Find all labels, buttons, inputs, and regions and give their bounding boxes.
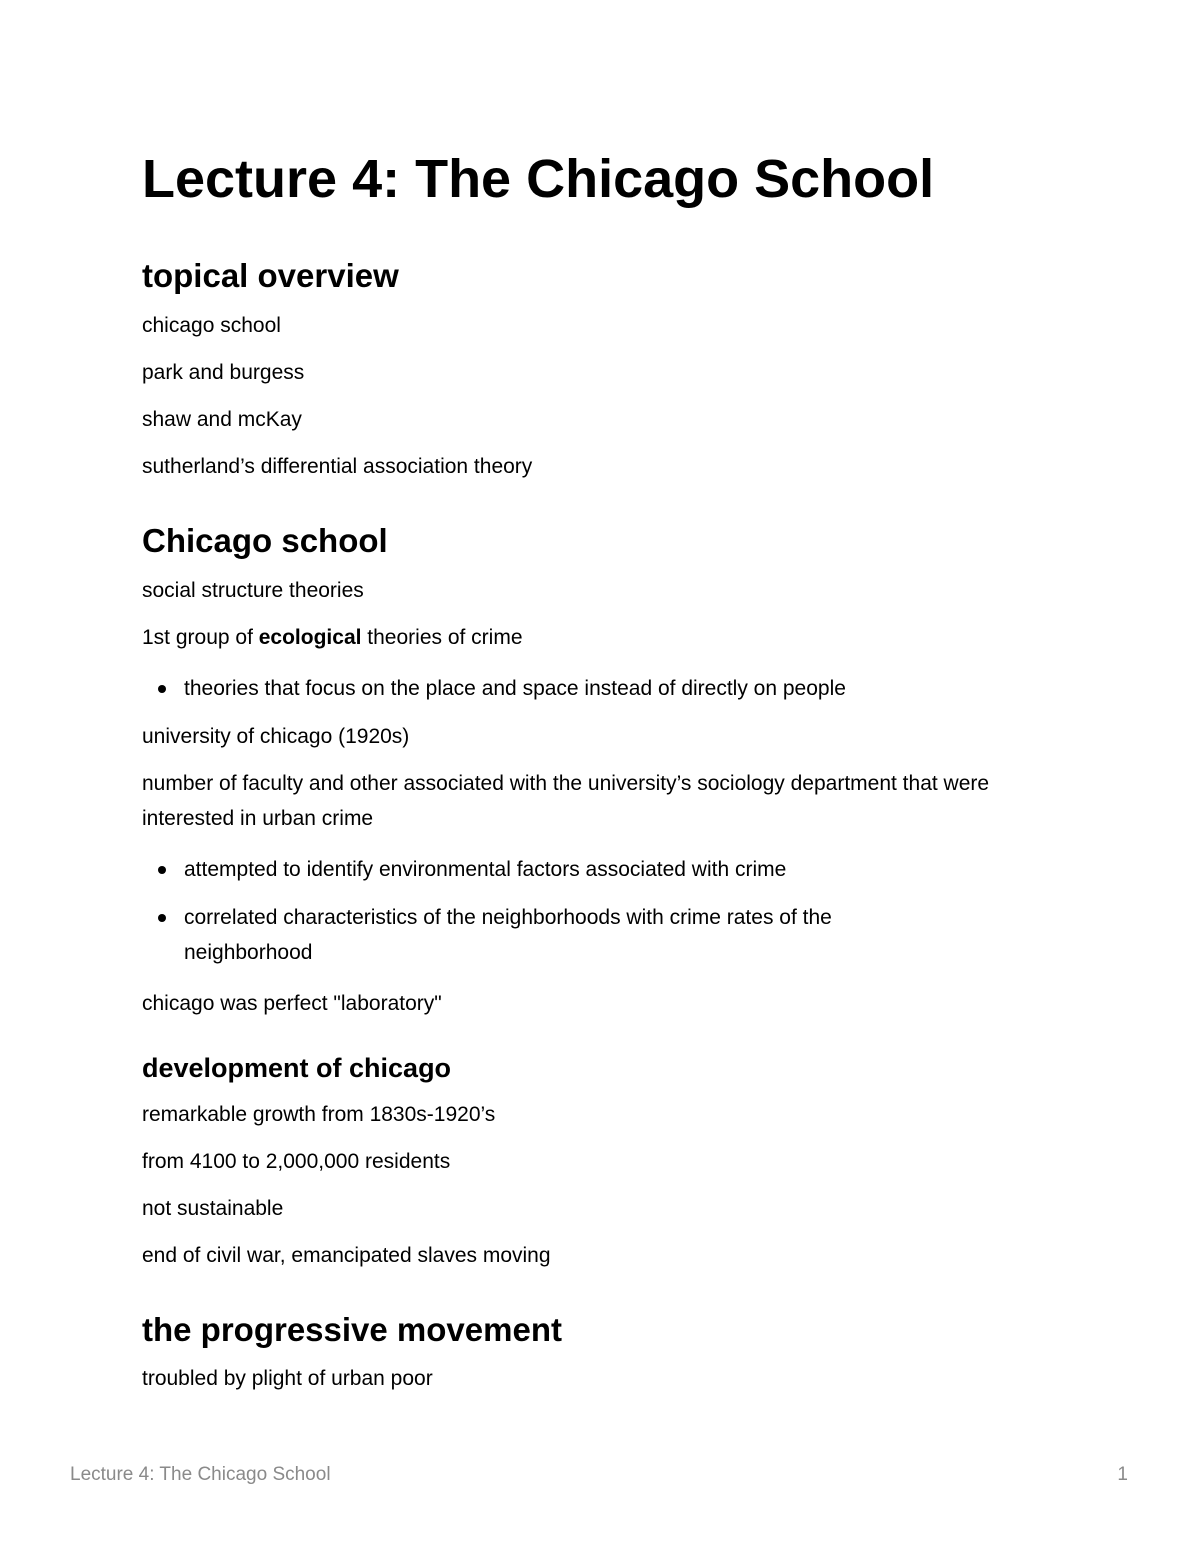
page-number: 1	[1117, 1464, 1128, 1485]
overview-item: chicago school	[142, 314, 281, 337]
heading-topical-overview: topical overview	[142, 257, 399, 294]
bullet-icon	[158, 914, 166, 922]
heading-chicago-school: Chicago school	[142, 522, 388, 559]
paragraph-laboratory: chicago was perfect "laboratory"	[142, 992, 442, 1015]
development-item: end of civil war, emancipated slaves moving	[142, 1244, 551, 1267]
overview-item: park and burgess	[142, 361, 305, 384]
paragraph-university: university of chicago (1920s)	[142, 725, 410, 748]
list-item	[184, 852, 944, 887]
ecological-post: theories of crime	[361, 626, 523, 649]
heading-progressive: the progressive movement	[142, 1311, 562, 1348]
list-item-text: attempted to identify environmental factors associated with crime	[184, 858, 787, 881]
ecological-bold: ecological	[258, 626, 362, 649]
list-item	[184, 671, 944, 706]
list-item-text: correlated characteristics of the neighborhoods with crime rates of the neighborhood	[184, 906, 832, 964]
list-item-text: theories that focus on the place and space instead of directly on people	[184, 677, 846, 700]
development-item: not sustainable	[142, 1197, 284, 1220]
paragraph-ecological	[142, 620, 1042, 655]
bullet-icon	[158, 866, 166, 874]
paragraph-social-structure: social structure theories	[142, 579, 364, 602]
overview-item: sutherland’s differential association theory	[142, 455, 533, 478]
paragraph-urban-poor: troubled by plight of urban poor	[142, 1367, 433, 1390]
paragraph-faculty: number of faculty and other associated with the university’s sociology department that were interested in urban crime	[142, 772, 990, 830]
list-item	[184, 900, 944, 970]
heading-development: development of chicago	[142, 1053, 452, 1083]
document-title: Lecture 4: The Chicago School	[142, 149, 935, 209]
footer-title: Lecture 4: The Chicago School	[70, 1464, 331, 1485]
development-item: from 4100 to 2,000,000 residents	[142, 1150, 451, 1173]
ecological-pre: 1st group of	[142, 626, 259, 649]
bullet-icon	[158, 685, 166, 693]
overview-item: shaw and mcKay	[142, 408, 302, 431]
development-item: remarkable growth from 1830s-1920’s	[142, 1103, 496, 1126]
